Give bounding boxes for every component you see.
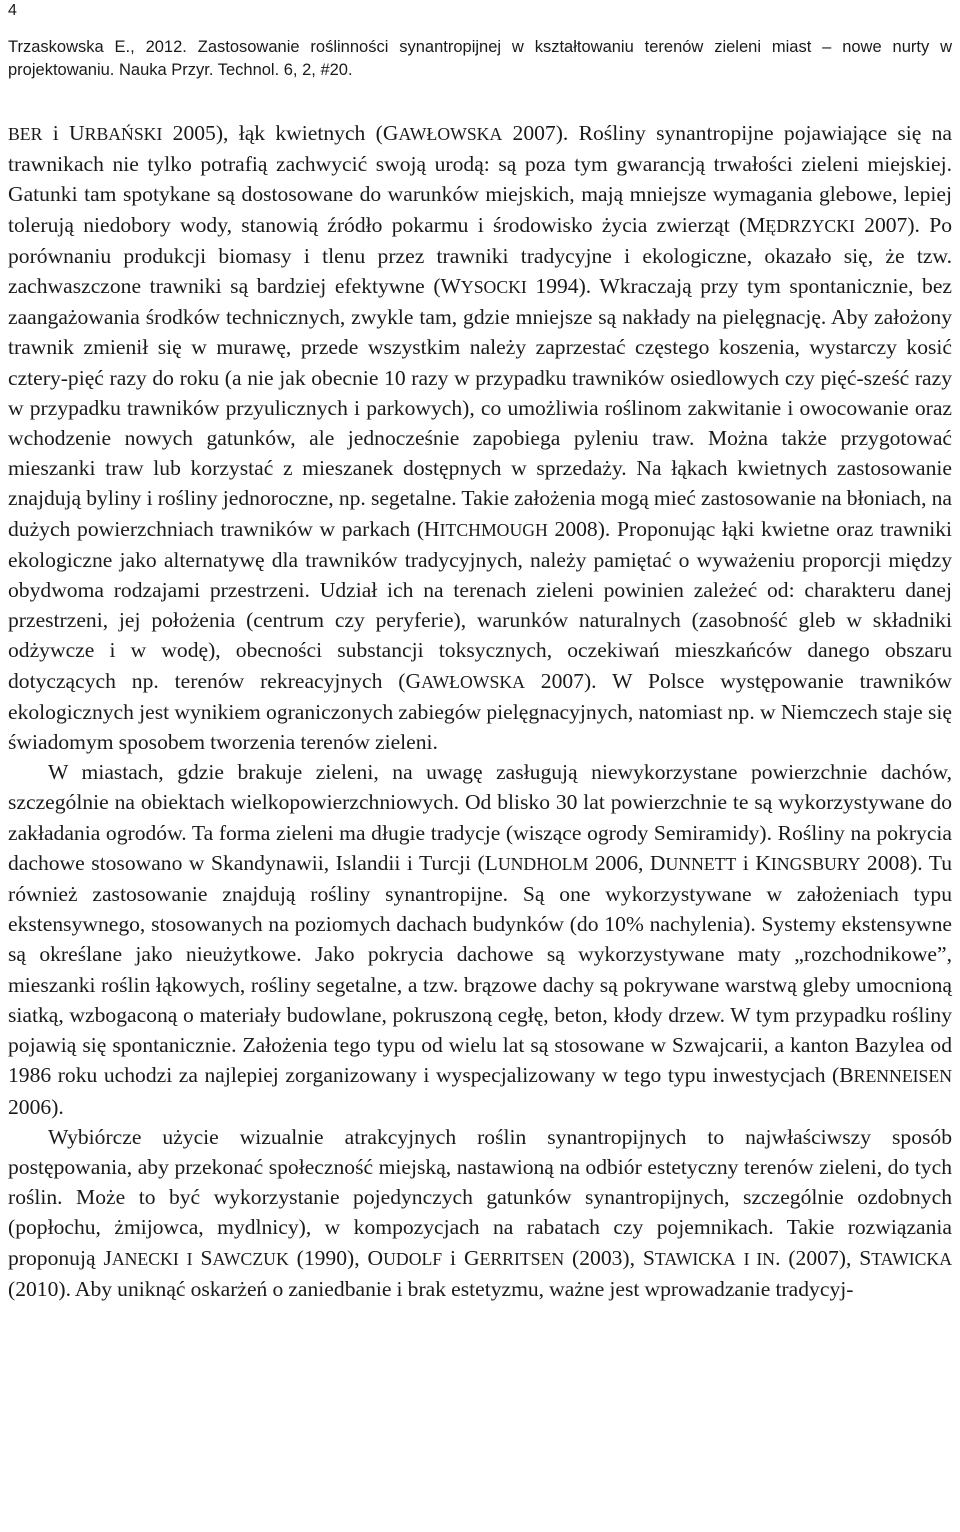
paragraph-3 (8, 1122, 952, 1304)
author-smallcaps: RENNEISEN (853, 1066, 952, 1087)
author-smallcaps: INGSBURY (770, 853, 861, 874)
text-run: O (367, 1245, 384, 1270)
author-smallcaps: AWŁOWSKA (398, 124, 503, 144)
author-smallcaps: ITCHMOUGH (439, 519, 548, 540)
page-number: 4 (8, 2, 17, 19)
text-run: 1994). Wkraczają przy tym spontanicznie, bez zaangażowania środków technicznych, zwykle tam, gdzie mniejsze są nakłady na pielęgnację. Aby założony trawnik zmienił się w murawę, przede wszystkim należy zaprzestać częstego koszenia, wystarczy kosić cztery-pięć razy do roku (a nie jak obecnie 10 razy w przypadku trawników osiedlowych czy pięć-sześć razy w przypadku trawników przyulicznych i parkowych), co umożliwia roślinom zakwitanie i owocowanie oraz wchodzenie nowych gatunków, ale jednocześnie zapobiega pyleniu traw. Można także przygotować mieszanki traw lub korzystać z mieszanek dostępnych w sprzedaży. Na łąkach kwietnych zastosowanie znajdują byliny i rośliny jednoroczne, np. segetalne. Takie założenia mogą mieć zastosowanie na błoniach, na dużych powierzchniach trawników w parkach ( (8, 274, 952, 541)
paragraph-2 (8, 757, 952, 1121)
text-run: 2005), łąk kwietnych ( (162, 121, 383, 145)
text-run: S (859, 1245, 872, 1270)
text-run: L (484, 850, 498, 875)
author-smallcaps: AWŁOWSKA (421, 671, 525, 692)
author-smallcaps: ANECKI (111, 1248, 179, 1269)
text-run: (2010). Aby uniknąć oskarżeń o zaniedbanie i brak estetyzmu, ważne jest wprowadzanie tradycyj- (8, 1276, 854, 1301)
author-smallcaps: UDOLF (383, 1248, 443, 1269)
author-smallcaps: UNDHOLM (497, 853, 589, 874)
text-run: 2006). (8, 1094, 64, 1119)
author-smallcaps: BER (8, 124, 43, 144)
text-run: B (839, 1063, 854, 1088)
text-run (736, 1246, 744, 1270)
author-smallcaps: RBAŃSKI (84, 124, 163, 144)
text-run: G (382, 121, 399, 145)
paragraph-1 (8, 118, 952, 757)
author-smallcaps: ĘDRZYCKI (765, 215, 855, 236)
text-run: i (42, 121, 70, 145)
text-run: . (2007), (775, 1245, 860, 1270)
author-smallcaps: UNNETT (665, 853, 737, 874)
text-run: 2008). Tu również zastosowanie znajdują rośliny synantropijne. Są one wykorzystywane w założeniach typu ekstensywnego, stosowanych na poziomych dachach budynków (do 10% nachylenia). Systemy ekstensywne są określane jako nieużytkowe. Jako pokrycia dachowe są wykorzystywane maty „rozchodnikowe”, mieszanki roślin łąkowych, rośliny segetalne, a tzw. brązowe dachy są pokrywane warstwą gleby umocnioną siatką, wzbogaconą o materiały budowlane, pokruszoną cegłę, beton, kłody drzew. W tym przypadku rośliny pojawią się spontanicznie. Założenia tego typu od wielu lat są stosowane w Szwajcarii, a kanton Bazylea od 1986 roku uchodzi za najlepiej zorganizowany i wyspecjalizowany w tego typu inwestycjach ( (8, 850, 953, 1088)
text-run: W (440, 274, 461, 299)
citation-header: Trzaskowska E., 2012. Zastosowanie roślinności synantropijnej w kształtowaniu terenów zieleni miast – nowe nurty w projektowaniu. Nauka Przyr. Technol. 6, 2, #20. (8, 38, 952, 79)
text-run: J (103, 1245, 112, 1270)
text-run: S (642, 1245, 655, 1270)
author-smallcaps: ERRITSEN (479, 1248, 565, 1269)
author-smallcaps: YSOCKI (460, 277, 527, 298)
text-run: G (463, 1245, 480, 1270)
text-run (179, 1246, 187, 1270)
text-run: 2008). Proponując łąki kwietne oraz trawniki ekologiczne jako alternatywę dla trawników tradycyjnych, należy pamiętać o wyważeniu proporcji między obydwoma rodzajami przestrzeni. Udział ich na terenach zieleni powinien zależeć od: charakteru danej przestrzeni, jej położenia (centrum czy peryferie), warunków naturalnych (zasobność gleb w składniki odżywcze i w wodę), obecności substancji toksycznych, oczekiwań mieszkańców danego obszaru dotyczących np. terenów rekreacyjnych ( (8, 516, 953, 693)
text-run: K (755, 850, 771, 875)
text-run: 2007). Rośliny synantropijne pojawiające się na trawnikach nie tylko potrafią zachwycić swoją urodą: są poza tym gwarancją trwałości zieleni miejskiej. Gatunki tam spotykane są dostosowane do warunków miejskich, mają mniejsze wymagania glebowe, lepiej tolerują niedobory wody, stanowią źródło pokarmu i środowisko życia zwierząt ( (8, 121, 952, 237)
author-smallcaps: I (186, 1248, 193, 1269)
text-run: U (69, 121, 85, 145)
text-run: (1990), (288, 1245, 368, 1270)
text-run: Wybiórcze użycie wizualnie atrakcyjnych roślin synantropijnych to najwłaściwszy sposób postępowania, aby przekonać społeczność miejską, nastawioną na odbiór estetyczny terenów zieleni, do tych roślin. Może to być wykorzystanie pojedynczych gatunków synantropijnych, szczególnie ozdobnych (popłochu, żmijowca, mydlnicy), w kompozycjach na rabatach czy pojemnikach. Takie rozwiązania proponują (8, 1124, 952, 1270)
text-run: 2007). Po porównaniu produkcji biomasy i tlenu przez trawniki tradycyjne i ekologiczne, okazało się, że tzw. zachwaszczone trawniki są bardziej efektywne ( (8, 212, 953, 299)
text-run: W miastach, gdzie brakuje zieleni, na uwagę zasługują niewykorzystane powierzchnie dachów, szczególnie na obiektach wielkopowierzchniowych. Od blisko 30 lat powierzchnie te są wykorzystywane do zakładania ogrodów. Ta forma zieleni ma długie tradycje (wiszące ogrody Semiramidy). Rośliny na pokrycia dachowe stosowano w Skandynawii, Islandii i Turcji ( (8, 760, 952, 875)
text-run: D (649, 850, 666, 875)
author-smallcaps: AWCZUK (212, 1248, 289, 1269)
text-run: G (405, 668, 422, 693)
text-run: i (736, 850, 756, 875)
text-run: S (200, 1245, 213, 1270)
author-smallcaps: I IN (743, 1248, 776, 1269)
text-run: M (746, 212, 766, 237)
author-smallcaps: TAWICKA (871, 1248, 952, 1269)
text-run: i (442, 1245, 464, 1270)
article-body (8, 118, 952, 1304)
text-run: 2006, (588, 850, 650, 875)
text-run: H (424, 516, 440, 541)
text-run: 2007). W Polsce występowanie trawników ekologicznych jest wynikiem ograniczonych zabiegów pielęgnacyjnych, natomiast np. w Niemczech staje się świadomym sposobem tworzenia terenów zieleni. (8, 668, 952, 755)
text-run: (2003), (564, 1245, 643, 1270)
author-smallcaps: TAWICKA (654, 1248, 736, 1269)
